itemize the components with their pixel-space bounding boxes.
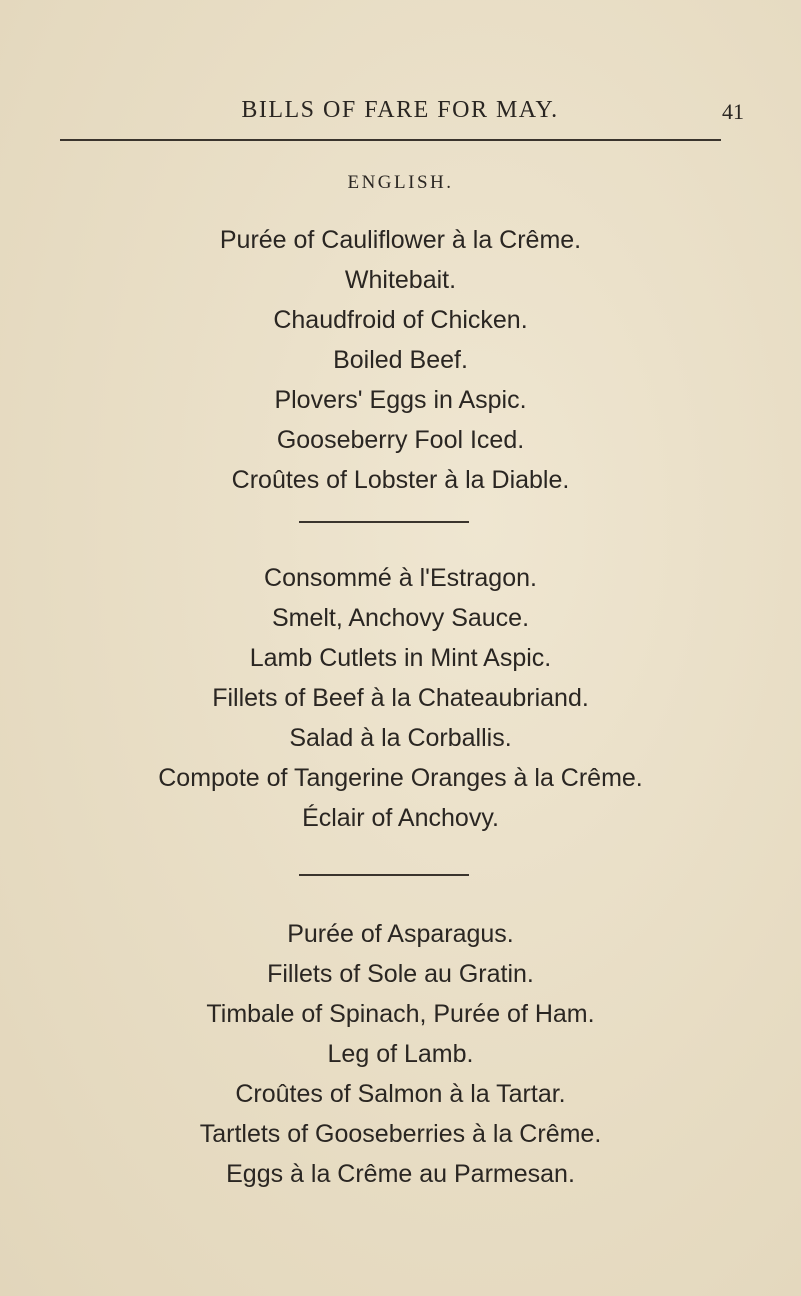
menu-item: Plovers' Eggs in Aspic. xyxy=(274,386,527,414)
menu-item: Gooseberry Fool Iced. xyxy=(276,426,525,454)
menu-item: Purée of Cauliflower à la Crême. xyxy=(219,226,582,254)
menu-item: Éclair of Anchovy. xyxy=(302,804,499,832)
menu-item: Consommé à l'Estragon. xyxy=(264,564,537,592)
menu-item: Whitebait. xyxy=(344,266,457,294)
menu-item: Purée of Asparagus. xyxy=(287,920,514,948)
bill-of-fare-2 xyxy=(0,558,801,838)
menu-item: Chaudfroid of Chicken. xyxy=(273,306,528,334)
menu-item: Lamb Cutlets in Mint Aspic. xyxy=(249,644,552,672)
header-rule xyxy=(60,139,721,141)
menu-item: Timbale of Spinach, Purée of Ham. xyxy=(206,1000,595,1028)
menu-item: Salad à la Corballis. xyxy=(289,724,512,752)
menu-item: Smelt, Anchovy Sauce. xyxy=(271,604,530,632)
menu-item: Fillets of Beef à la Chateaubriand. xyxy=(212,684,589,712)
menu-divider xyxy=(299,521,469,523)
bill-of-fare-3 xyxy=(0,914,801,1194)
menu-item: Croûtes of Salmon à la Tartar. xyxy=(235,1080,566,1108)
menu-item: Croûtes of Lobster à la Diable. xyxy=(231,466,570,494)
menu-item: Leg of Lamb. xyxy=(327,1040,474,1068)
menu-item: Compote of Tangerine Oranges à la Crême. xyxy=(158,764,643,792)
menu-item: Eggs à la Crême au Parmesan. xyxy=(226,1160,575,1188)
running-title: BILLS OF FARE FOR MAY. xyxy=(241,97,559,123)
menu-item: Fillets of Sole au Gratin. xyxy=(267,960,534,988)
running-head xyxy=(60,94,744,126)
menu-divider xyxy=(299,874,469,876)
menu-item: Boiled Beef. xyxy=(333,346,468,374)
section-title: ENGLISH. xyxy=(347,172,454,193)
menu-item: Tartlets of Gooseberries à la Crême. xyxy=(199,1120,602,1148)
page-number: 41 xyxy=(722,99,744,124)
bill-of-fare-1 xyxy=(0,220,801,500)
